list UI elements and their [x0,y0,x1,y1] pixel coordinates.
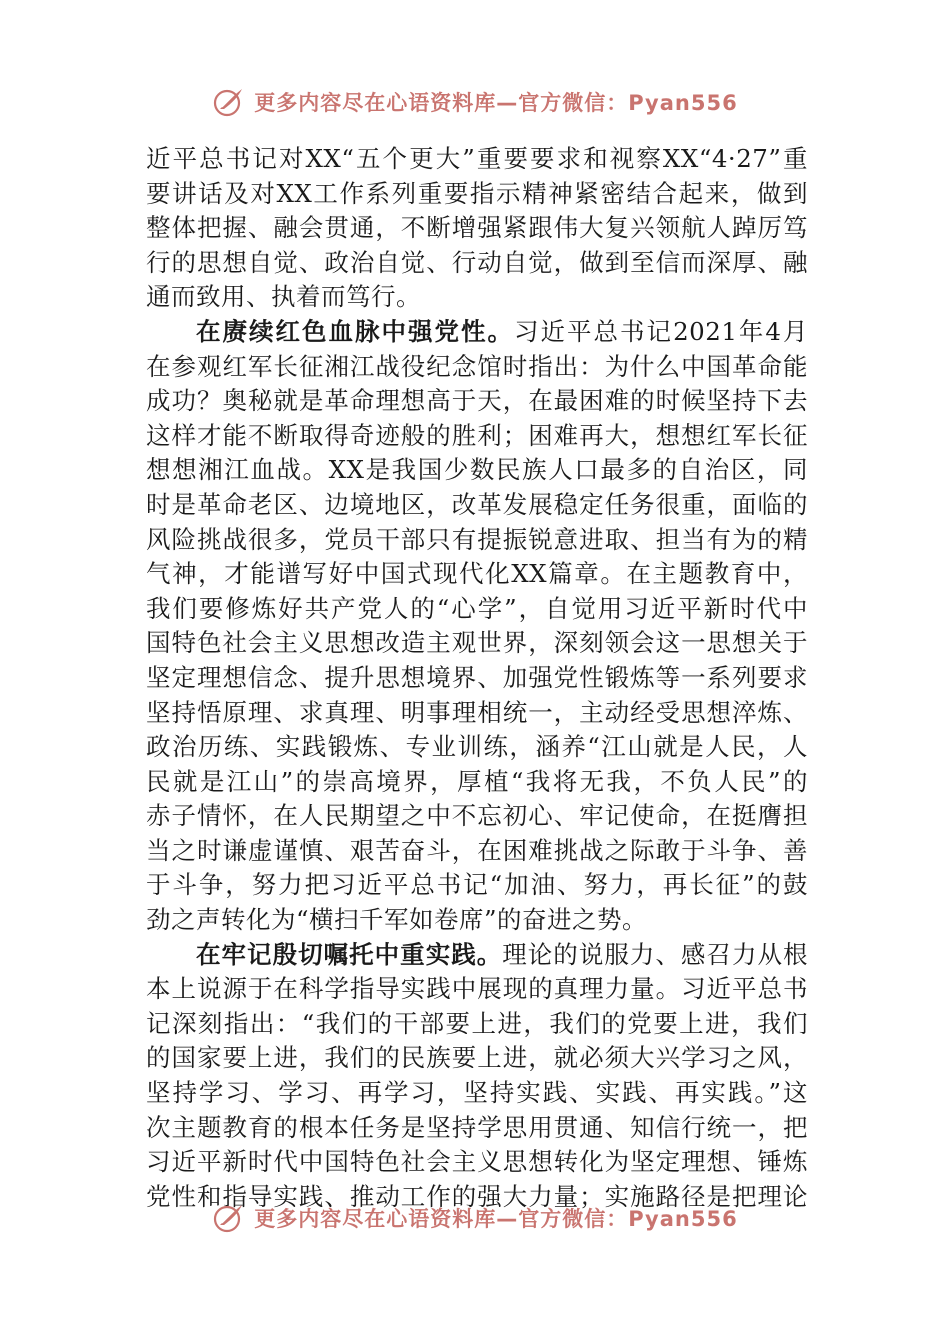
paragraph-first-line: 在赓续红色血脉中强党性。习近平总书记2021年4月 [196,316,808,346]
watermark-text: 更多内容尽在心语资料库—官方微信：Pyan556 [254,91,738,115]
quill-seal-icon [212,1205,246,1235]
watermark-text: 更多内容尽在心语资料库—官方微信：Pyan556 [254,1207,738,1231]
text-line: 这样才能不断取得奇迹般的胜利；困难再大，想想红军长征 [146,420,808,450]
text-line: 近平总书记对XX“五个更大”重要要求和视察XX“4·27”重 [146,144,808,173]
paragraph-heading: 在赓续红色血脉中强党性。 [196,316,515,346]
text-line: 于斗争，努力把习近平总书记“加油、努力，再长征”的鼓 [146,870,808,900]
text-line: 通而致用、执着而笃行。 [146,282,421,312]
text-line: 气神，才能谱写好中国式现代化XX篇章。在主题教育中， [146,559,808,589]
text-line: 劲之声转化为“横扫千军如卷席”的奋进之势。 [146,905,648,935]
footer-watermark [0,1205,950,1239]
text-line: 国特色社会主义思想改造主观世界，深刻领会这一思想关于 [146,628,808,658]
text-line: 风险挑战很多，党员干部只有提振锐意进取、担当有为的精 [146,524,808,554]
text-line: 坚持悟原理、求真理、明事理相统一，主动经受思想淬炼、 [146,697,808,727]
paragraph-heading: 在牢记殷切嘱托中重实践。 [196,939,503,969]
text-line: 记深刻指出：“我们的干部要上进，我们的党要上进，我们 [146,1008,808,1038]
text-line: 坚持学习、学习、再学习，坚持实践、实践、再实践。”这 [146,1078,808,1108]
text-line: 次主题教育的根本任务是坚持学思用贯通、知信行统一，把 [146,1112,808,1142]
text-line: 成功？奥秘就是革命理想高于天，在最困难的时候坚持下去 [146,386,808,416]
text-line: 的国家要上进，我们的民族要上进，就必须大兴学习之风， [146,1043,808,1073]
text-line: 本上说源于在科学指导实践中展现的真理力量。习近平总书 [146,974,808,1004]
text-line: 想想湘江血战。XX是我国少数民族人口最多的自治区，同 [146,455,808,485]
text-line: 在参观红军长征湘江战役纪念馆时指出：为什么中国革命能 [146,351,808,381]
header-watermark [0,82,950,122]
text-line: 时是革命老区、边境地区，改革发展稳定任务很重，面临的 [146,489,808,519]
text-line: 行的思想自觉、政治自觉、行动自觉，做到至信而深厚、融 [146,247,808,277]
text-line: 要讲话及对XX工作系列重要指示精神紧密结合起来，做到 [146,178,808,208]
quill-seal-icon [212,85,246,119]
text-line: 党性和指导实践、推动工作的强大力量；实施路径是把理论 [146,1181,808,1211]
text-line: 民就是江山”的崇高境界，厚植“我将无我，不负人民”的 [146,766,808,796]
paragraph-first-line: 在牢记殷切嘱托中重实践。理论的说服力、感召力从根 [196,939,808,969]
text-line: 赤子情怀，在人民期望之中不忘初心、牢记使命，在挺膺担 [146,801,808,831]
text-line: 政治历练、实践锻炼、专业训练，涵养“江山就是人民，人 [146,732,808,762]
document-body [146,142,808,1214]
text-line: 习近平新时代中国特色社会主义思想转化为坚定理想、锤炼 [146,1147,808,1177]
text-line: 整体把握、融会贯通，不断增强紧跟伟大复兴领航人踔厉笃 [146,213,808,243]
text-line: 我们要修炼好共产党人的“心学”，自觉用习近平新时代中 [146,593,808,623]
text-line: 当之时谦虚谨慎、艰苦奋斗，在困难挑战之际敢于斗争、善 [146,835,808,865]
text-line: 坚定理想信念、提升思想境界、加强党性锻炼等一系列要求 [146,662,808,692]
